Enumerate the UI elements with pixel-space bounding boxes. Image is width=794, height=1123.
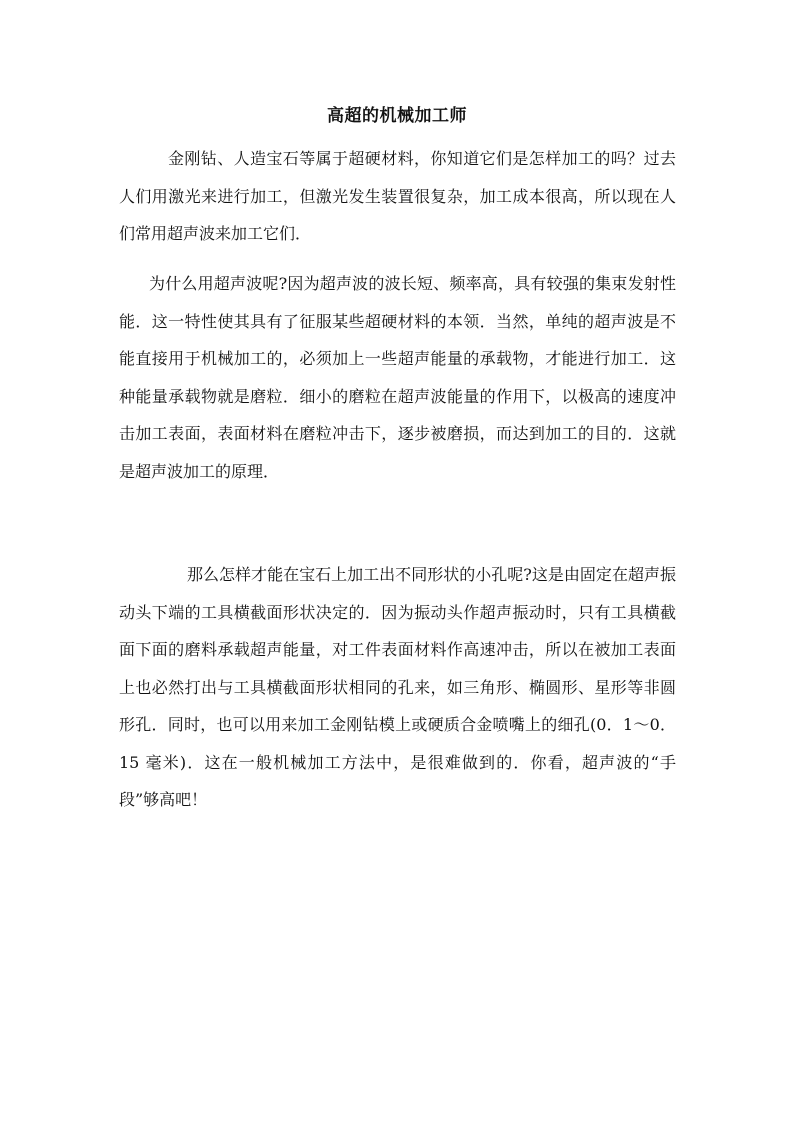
paragraph-2: 为什么用超声波呢?因为超声波的波长短、频率高，具有较强的集束发射性能．这一特性使其具有了征服某些超硬材料的本领．当然，单纯的超声波是不能直接用于机械加工的，必须加上一些超声能量的承载物，才能进行加工．这种能量承载物就是磨粒．细小的磨粒在超声波能量的作用下，以极高的速度冲击加工表面，表面材料在磨粒冲击下，逐步被磨损，而达到加工的目的．这就是超声波加工的原理． [119,274,676,481]
document-title: 高超的机械加工师 [327,106,467,126]
paragraph-1: 金刚钻、人造宝石等属于超硬材料，你知道它们是怎样加工的吗？过去人们用激光来进行加工，但激光发生装置很复杂，加工成本很高，所以现在人们常用超声波来加工它们． [119,149,676,243]
paragraph-3: 那么怎样才能在宝石上加工出不同形状的小孔呢?这是由固定在超声振动头下端的工具横截面形状决定的．因为振动头作超声振动时，只有工具横截面下面的磨料承载超声能量，对工件表面材料作高速冲击，所以在被加工表面上也必然打出与工具横截面形状相同的孔来，如三角形、椭圆形、星形等非圆形孔．同时，也可以用来加工金刚钻模上或硬质合金喷嘴上的细孔(0．1～0．15 毫米)．这在一般机械加工方法中，是很难做到的．你看，超声波的“手段”够高吧！ [119,565,676,809]
